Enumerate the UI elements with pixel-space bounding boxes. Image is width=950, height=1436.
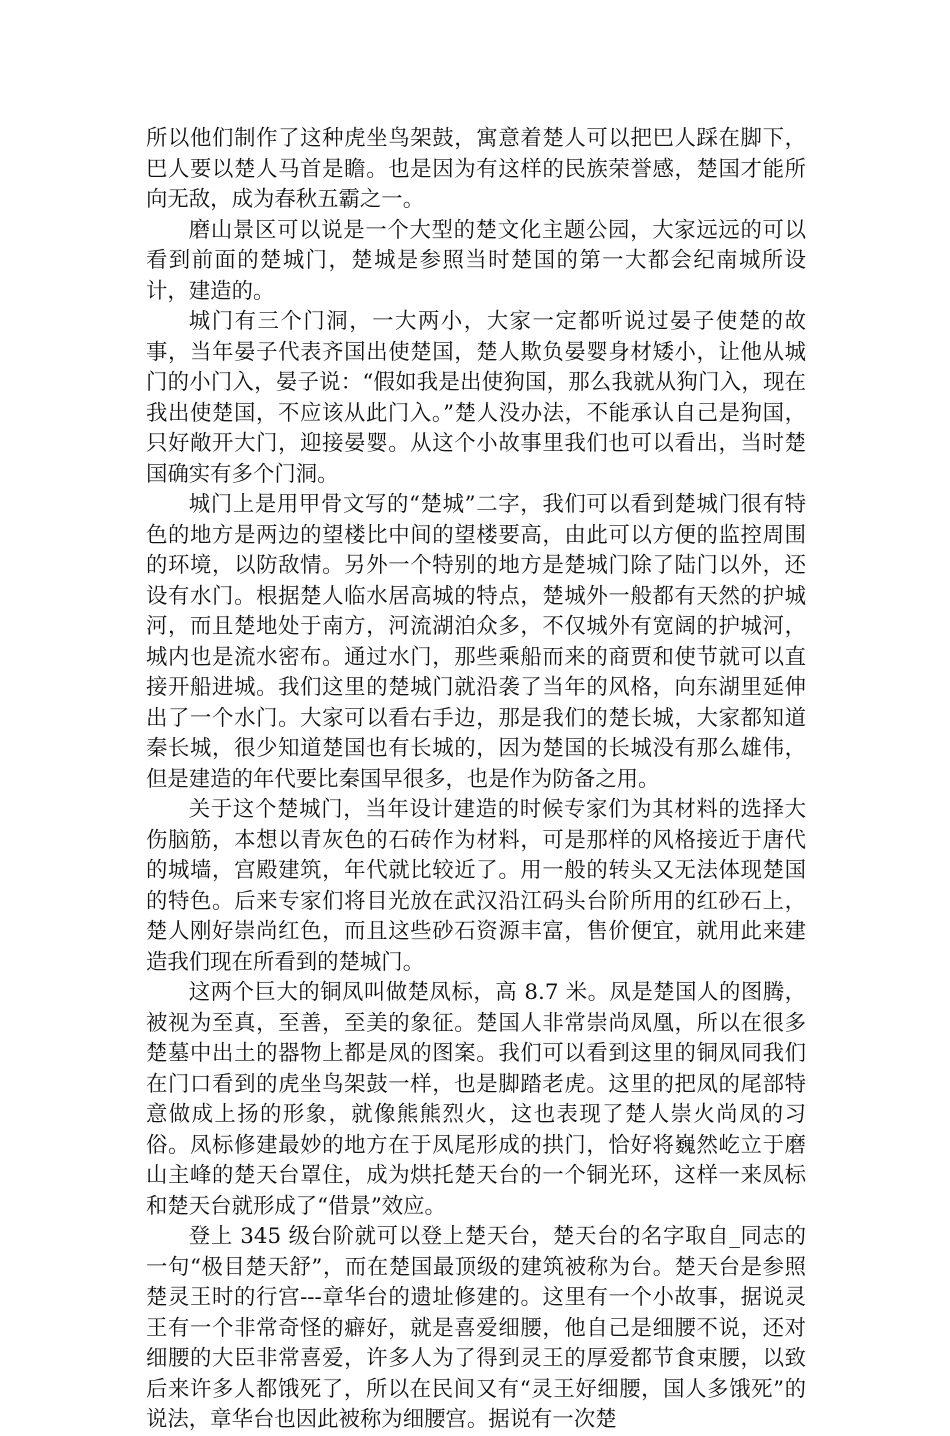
paragraph-7: 登上 345 级台阶就可以登上楚天台，楚天台的名字取自_同志的一句“极目楚天舒”，而在楚国最顶级的建筑被称为台。楚天台是参照楚灵王时的行宫---章华台的遗址修建的。这里有一个小故事，据说灵王有一个非常奇怪的癖好，就是喜爱细腰，他自己是细腰不说，还对细腰的大臣非常喜爱，许多人为了得到灵王的厚爱都节食束腰，以致后来许多人都饿死了，所以在民间又有“灵王好细腰，国人多饿死”的说法，章华台也因此被称为细腰宫。据说有一次楚	[146, 1224, 806, 1432]
paragraph-5: 关于这个楚城门，当年设计建造的时候专家们为其材料的选择大伤脑筋，本想以青灰色的石砖作为材料，可是那样的风格接近于唐代的城墙，宫殿建筑，年代就比较近了。用一般的转头又无法体现楚国的特色。后来专家们将目光放在武汉沿江码头台阶所用的红砂石上，楚人刚好崇尚红色，而且这些砂石资源丰富，售价便宜，就用此来建造我们现在所看到的楚城门。	[146, 797, 806, 975]
document-body	[146, 124, 806, 1436]
paragraph-4: 城门上是用甲骨文写的“楚城”二字，我们可以看到楚城门很有特色的地方是两边的望楼比中间的望楼要高，由此可以方便的监控周围的环境，以防敌情。另外一个特别的地方是楚城门除了陆门以外，还设有水门。根据楚人临水居高城的特点，楚城外一般都有天然的护城河，而且楚地处于南方，河流湖泊众多，不仅城外有宽阔的护城河，城内也是流水密布。通过水门，那些乘船而来的商贾和使节就可以直接开船进城。我们这里的楚城门就沿袭了当年的风格，向东湖里延伸出了一个水门。大家可以看右手边，那是我们的楚长城，大家都知道秦长城，很少知道楚国也有长城的，因为楚国的长城没有那么雄伟，但是建造的年代要比秦国早很多，也是作为防备之用。	[146, 492, 806, 792]
paragraph-2: 磨山景区可以说是一个大型的楚文化主题公园，大家远远的可以看到前面的楚城门，楚城是参照当时楚国的第一大都会纪南城所设计，建造的。	[146, 217, 806, 304]
paragraph-6: 这两个巨大的铜凤叫做楚凤标，高 8.7 米。凤是楚国人的图腾，被视为至真，至善，至美的象征。楚国人非常崇尚凤凰，所以在很多楚墓中出土的器物上都是凤的图案。我们可以看到这里的铜凤同我们在门口看到的虎坐鸟架鼓一样，也是脚踏老虎。这里的把凤的尾部特意做成上扬的形象，就像熊熊烈火，这也表现了楚人崇火尚凤的习俗。凤标修建最妙的地方在于凤尾形成的拱门，恰好将巍然屹立于磨山主峰的楚天台罩住，成为烘托楚天台的一个铜光环，这样一来凤标和楚天台就形成了“借景”效应。	[146, 980, 806, 1219]
paragraph-1: 所以他们制作了这种虎坐鸟架鼓，寓意着楚人可以把巴人踩在脚下，巴人要以楚人马首是瞻。也是因为有这样的民族荣誉感，楚国才能所向无敌，成为春秋五霸之一。	[146, 126, 806, 212]
paragraph-3: 城门有三个门洞，一大两小，大家一定都听说过晏子使楚的故事，当年晏子代表齐国出使楚国，楚人欺负晏婴身材矮小，让他从城门的小门入，晏子说：“假如我是出使狗国，那么我就从狗门入，现在我出使楚国，不应该从此门入。”楚人没办法，不能承认自己是狗国，只好敞开大门，迎接晏婴。从这个小故事里我们也可以看出，当时楚国确实有多个门洞。	[146, 309, 806, 487]
